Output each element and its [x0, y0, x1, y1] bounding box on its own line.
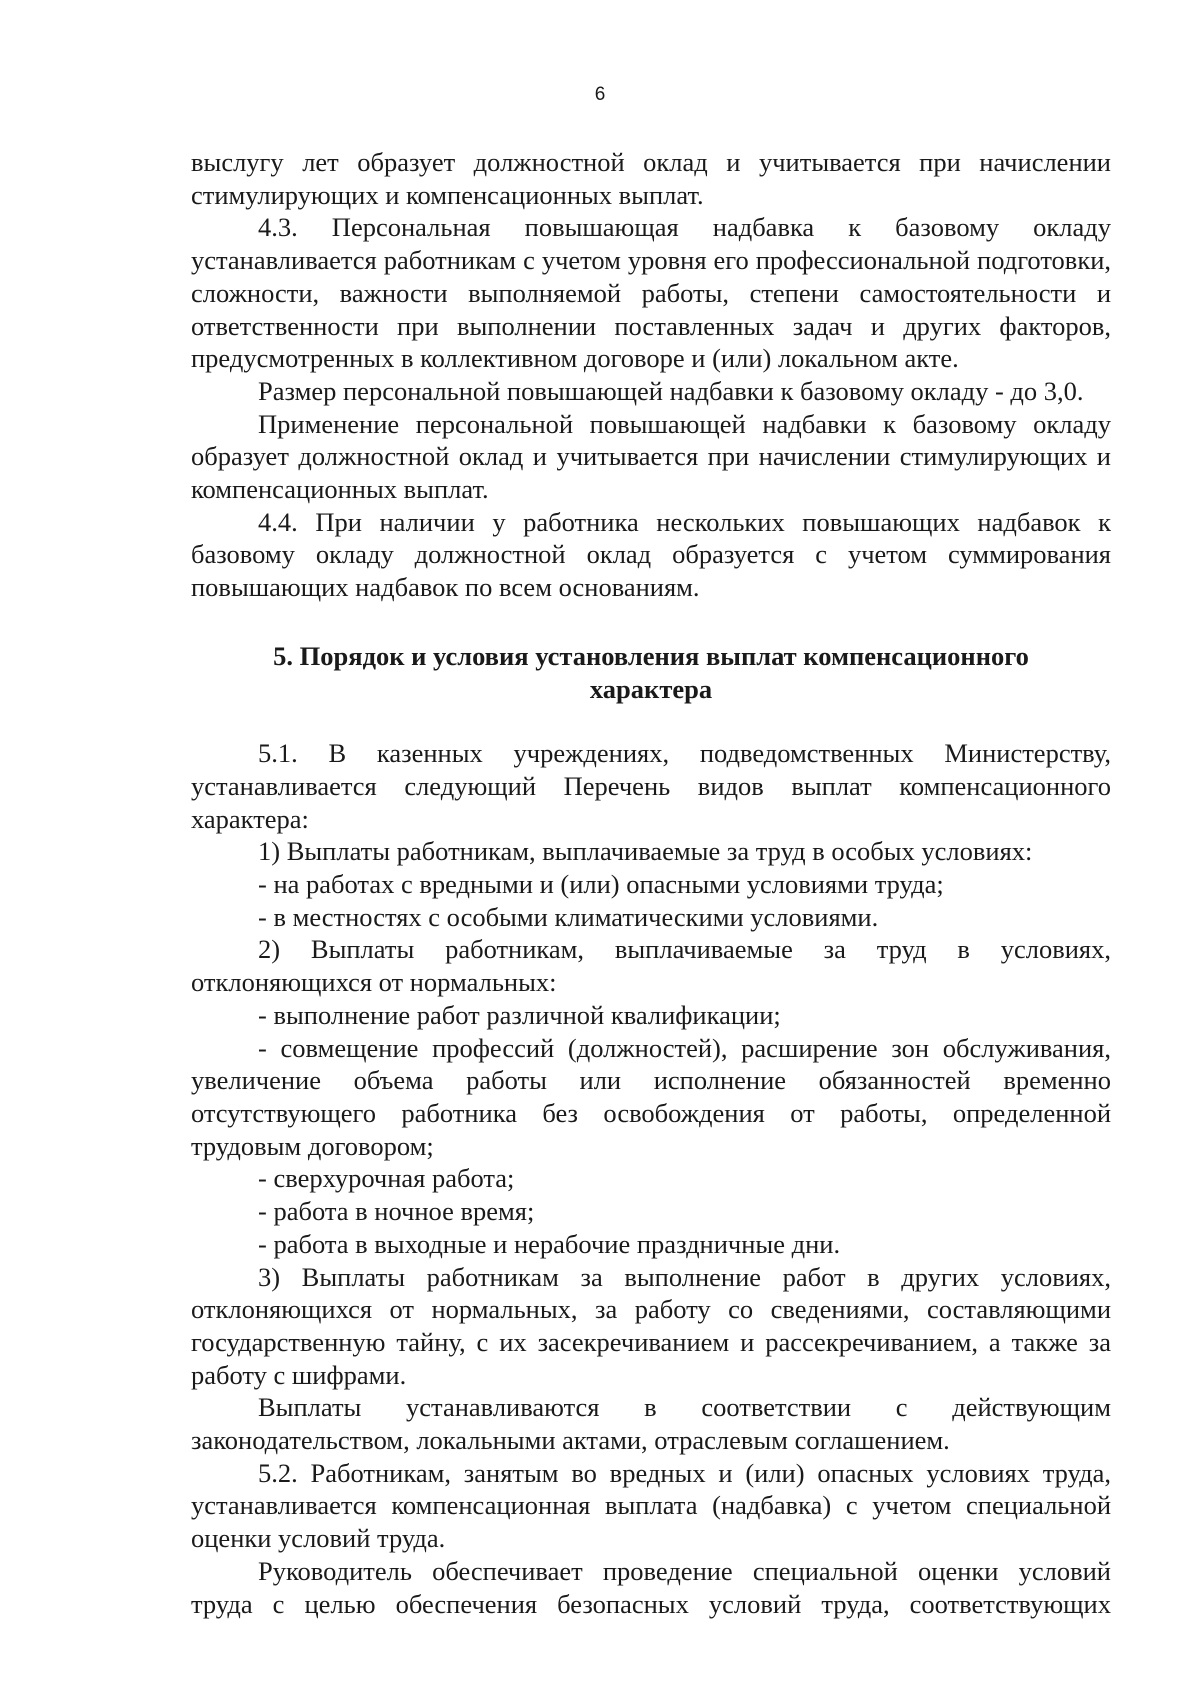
- paragraph: Размер персональной повышающей надбавки к базовому окладу - до 3,0.: [258, 375, 1084, 406]
- paragraph: 5.1. В казенных учреждениях, подведомственных Министерству, устанавливается следующий Перечень видов выплат компенсационного характера:: [191, 738, 1111, 834]
- list-item: 3) Выплаты работникам за выполнение работ в других условиях, отклоняющихся от нормальных, за работу со сведениями, составляющими государственную тайну, с их засекречиванием и рассекречиванием, а также за работу с шифрами.: [191, 1261, 1111, 1390]
- list-item: - выполнение работ различной квалификации;: [258, 999, 781, 1030]
- section-heading: 5. Порядок и условия установления выплат компенсационного характера: [273, 640, 1029, 704]
- document-body: [191, 146, 1111, 1620]
- paragraph: 5.2. Работникам, занятым во вредных и (или) опасных условиях труда, устанавливается компенсационная выплата (надбавка) с учетом специальной оценки условий труда.: [191, 1457, 1111, 1554]
- paragraph: выслугу лет образует должностной оклад и учитывается при начислении стимулирующих и компенсационных выплат.: [191, 147, 1111, 210]
- list-item: - работа в выходные и нерабочие праздничные дни.: [258, 1228, 841, 1259]
- list-item: - работа в ночное время;: [258, 1196, 535, 1227]
- list-item: - в местностях с особыми климатическими условиями.: [258, 901, 879, 932]
- list-item: - совмещение профессий (должностей), расширение зон обслуживания, увеличение объема работы или исполнение обязанностей временно отсутствующего работника без освобождения от работы, определенной трудовым договором;: [191, 1032, 1111, 1161]
- paragraph: Руководитель обеспечивает проведение специальной оценки условий труда с целью обеспечения безопасных условий труда, соответствующих: [191, 1555, 1111, 1619]
- paragraph: Выплаты устанавливаются в соответствии с действующим законодательством, локальными актами, отраслевым соглашением.: [191, 1392, 1111, 1456]
- page-number: 6: [594, 84, 606, 105]
- list-item: 2) Выплаты работникам, выплачиваемые за труд в условиях, отклоняющихся от нормальных:: [191, 934, 1111, 998]
- list-item: - сверхурочная работа;: [258, 1163, 515, 1194]
- list-item: - на работах с вредными и (или) опасными условиями труда;: [258, 869, 944, 900]
- paragraph: 4.4. При наличии у работника нескольких повышающих надбавок к базовому окладу должностной оклад образуется с учетом суммирования повышающих надбавок по всем основаниям.: [191, 506, 1111, 603]
- paragraph: Применение персональной повышающей надбавки к базовому окладу образует должностной оклад и учитывается при начислении стимулирующих и компенсационных выплат.: [191, 408, 1111, 505]
- paragraph: 4.3. Персональная повышающая надбавка к базовому окладу устанавливается работникам с учетом уровня его профессиональной подготовки, сложности, важности выполняемой работы, степени самостоятельности и ответственности при выполнении поставленных задач и других факторов, предусмотренных в коллективном договоре и (или) локальном акте.: [191, 212, 1111, 374]
- list-item: 1) Выплаты работникам, выплачиваемые за труд в особых условиях:: [258, 836, 1033, 867]
